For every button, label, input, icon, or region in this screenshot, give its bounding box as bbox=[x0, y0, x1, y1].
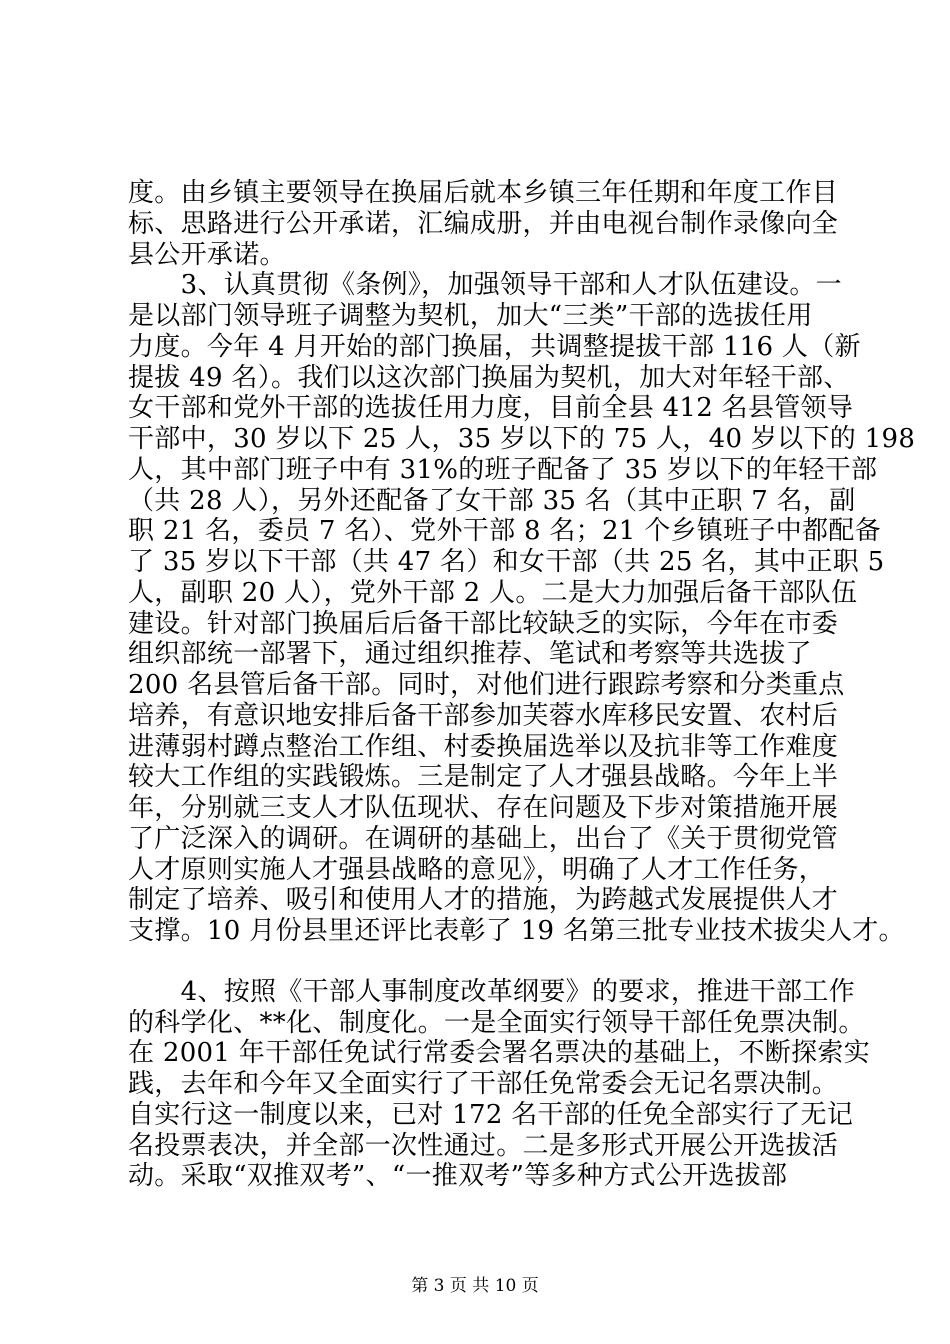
text-line: 是以部门领导班子调整为契机，加大“三类”干部的选拔任用 bbox=[128, 301, 813, 331]
text-line: 女干部和党外干部的选拔任用力度，目前全县 412 名县管领导 bbox=[128, 393, 854, 424]
text-line: 名投票表决，并全部一次性通过。二是多形式开展公开选拔活 bbox=[128, 1130, 839, 1161]
text-line: 提拔 49 名）。我们以这次部门换届为契机，加大对年轻干部、 bbox=[128, 362, 850, 393]
text-line: 县公开承诺。 bbox=[128, 239, 286, 270]
text-line: （共 28 人），另外还配备了女干部 35 名（其中正职 7 名，副 bbox=[128, 485, 856, 516]
text-line: 人，其中部门班子中有 31%的班子配备了 35 岁以下的年轻干部 bbox=[128, 454, 878, 485]
text-line: 制定了培养、吸引和使用人才的措施，为跨越式发展提供人才 bbox=[128, 885, 839, 916]
text-line: 度。由乡镇主要领导在换届后就本乡镇三年任期和年度工作目 bbox=[128, 178, 839, 208]
text-line: 较大工作组的实践锻炼。三是制定了人才强县战略。今年上半 bbox=[128, 762, 839, 793]
text-line: 的科学化、**化、制度化。一是全面实行领导干部任免票决制。 bbox=[128, 1007, 865, 1038]
text-line: 职 21 名，委员 7 名）、党外干部 8 名；21 个乡镇班子中都配备 bbox=[128, 516, 881, 547]
text-line: 200 名县管后备干部。同时，对他们进行跟踪考察和分类重点 bbox=[128, 670, 845, 700]
text-line: 践，去年和今年又全面实行了干部任免常委会无记名票决制。 bbox=[128, 1069, 839, 1099]
text-line: 3、认真贯彻《条例》，加强领导干部和人才队伍建设。一 bbox=[128, 270, 842, 301]
document-body bbox=[128, 178, 916, 1192]
text-line: 了 35 岁以下干部（共 47 名）和女干部（共 25 名，其中正职 5 bbox=[128, 547, 885, 577]
text-line: 在 2001 年干部任免试行常委会署名票决的基础上，不断探索实 bbox=[128, 1038, 870, 1069]
text-line: 动。采取“双推双考”、“一推双考”等多种方式公开选拔部 bbox=[128, 1161, 788, 1192]
paragraph-block-1 bbox=[128, 178, 916, 947]
text-line: 了广泛深入的调研。在调研的基础上，出台了《关于贯彻党管 bbox=[128, 823, 839, 854]
text-line: 培养，有意识地安排后备干部参加芙蓉水库移民安置、农村后 bbox=[128, 700, 839, 731]
paragraph-block-2 bbox=[128, 976, 870, 1192]
text-line: 建设。针对部门换届后后备干部比较缺乏的实际，今年在市委 bbox=[128, 608, 839, 639]
text-line: 自实行这一制度以来，已对 172 名干部的任免全部实行了无记 bbox=[128, 1099, 854, 1130]
page-footer: 第 3 页 共 10 页 bbox=[411, 1276, 539, 1296]
text-line: 标、思路进行公开承诺，汇编成册，并由电视台制作录像向全 bbox=[128, 208, 839, 239]
text-line: 年，分别就三支人才队伍现状、存在问题及下步对策措施开展 bbox=[128, 793, 839, 823]
text-line: 人才原则实施人才强县战略的意见》，明确了人才工作任务， bbox=[128, 854, 826, 885]
text-line: 干部中，30 岁以下 25 人，35 岁以下的 75 人，40 岁以下的 198 bbox=[128, 424, 916, 454]
text-line: 4、按照《干部人事制度改革纲要》的要求，推进干部工作 bbox=[128, 976, 855, 1007]
paragraph-gap bbox=[128, 947, 850, 977]
text-line: 人，副职 20 人），党外干部 2 人。二是大力加强后备干部队伍 bbox=[128, 577, 858, 608]
text-line: 进薄弱村蹲点整治工作组、村委换届选举以及抗非等工作难度 bbox=[128, 731, 839, 762]
text-line: 组织部统一部署下，通过组织推荐、笔试和考察等共选拔了 bbox=[128, 639, 812, 670]
text-line: 支撑。10 月份县里还评比表彰了 19 名第三批专业技术拔尖人才。 bbox=[128, 916, 905, 946]
text-line: 力度。今年 4 月开始的部门换届，共调整提拔干部 116 人（新 bbox=[128, 331, 861, 362]
